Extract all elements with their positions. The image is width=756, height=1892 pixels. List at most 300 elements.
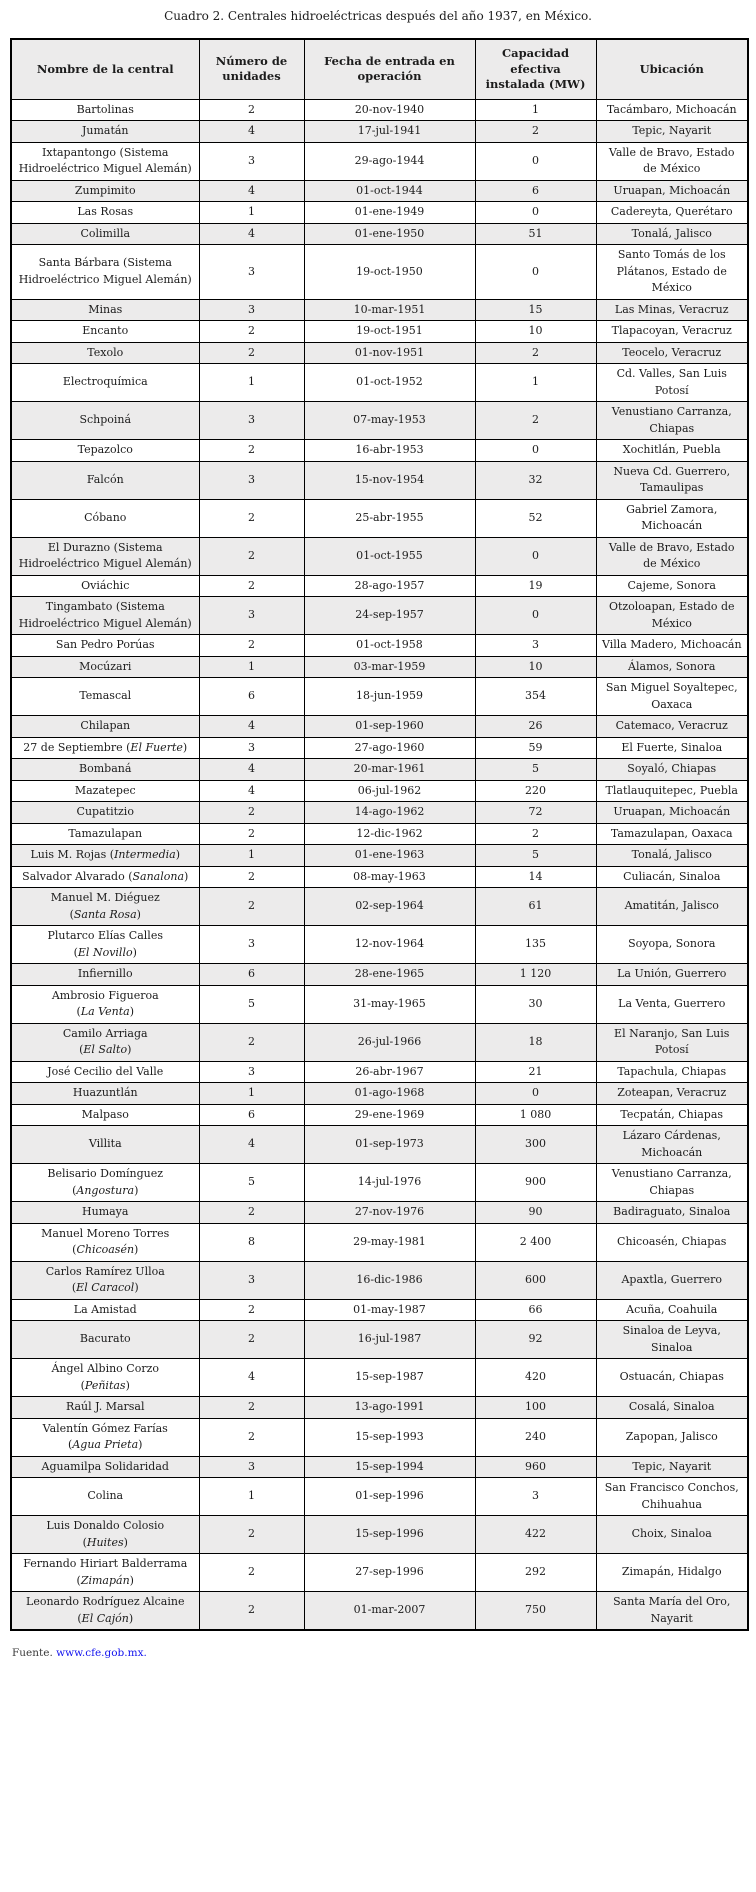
plant-name-cell: Minas: [11, 299, 199, 321]
table-row: [11, 1397, 748, 1419]
plant-alias: El Fuerte: [130, 740, 183, 754]
capacity-cell: 354: [475, 678, 596, 716]
capacity-cell: 750: [475, 1592, 596, 1631]
location-cell: Acuña, Coahuila: [596, 1299, 748, 1321]
table-row: [11, 1223, 748, 1261]
location-cell: Zoteapan, Veracruz: [596, 1083, 748, 1105]
plant-name-cell: Oviáchic: [11, 575, 199, 597]
plant-name-cell: El Durazno (Sistema Hidroeléctrico Miguel Alemán): [11, 537, 199, 575]
location-cell: Tepic, Nayarit: [596, 121, 748, 143]
location-cell: Gabriel Zamora, Michoacán: [596, 499, 748, 537]
plant-name-cell: Aguamilpa Solidaridad: [11, 1456, 199, 1478]
date-cell: 31-may-1965: [304, 985, 475, 1023]
table-row: [11, 888, 748, 926]
plant-name-cell: Mazatepec: [11, 780, 199, 802]
capacity-cell: 2: [475, 402, 596, 440]
table-row: [11, 1478, 748, 1516]
capacity-cell: 1: [475, 364, 596, 402]
source-label: Fuente.: [12, 1647, 53, 1660]
capacity-cell: 10: [475, 656, 596, 678]
capacity-cell: 66: [475, 1299, 596, 1321]
table-row: [11, 99, 748, 121]
date-cell: 29-may-1981: [304, 1223, 475, 1261]
location-cell: La Unión, Guerrero: [596, 964, 748, 986]
date-cell: 26-abr-1967: [304, 1061, 475, 1083]
table-header: [11, 39, 748, 99]
date-cell: 01-may-1987: [304, 1299, 475, 1321]
location-cell: Tonalá, Jalisco: [596, 223, 748, 245]
date-cell: 20-nov-1940: [304, 99, 475, 121]
table-row: [11, 342, 748, 364]
location-cell: Cajeme, Sonora: [596, 575, 748, 597]
table-body: [11, 99, 748, 1630]
table-row: [11, 635, 748, 657]
table-row: [11, 597, 748, 635]
capacity-cell: 26: [475, 716, 596, 738]
table-row: [11, 1164, 748, 1202]
plant-name-cell: Zumpimito: [11, 180, 199, 202]
location-cell: Otzoloapan, Estado de México: [596, 597, 748, 635]
units-cell: 4: [199, 1359, 304, 1397]
date-cell: 15-sep-1996: [304, 1516, 475, 1554]
units-cell: 4: [199, 121, 304, 143]
location-cell: Cosalá, Sinaloa: [596, 1397, 748, 1419]
capacity-cell: 30: [475, 985, 596, 1023]
capacity-cell: 100: [475, 1397, 596, 1419]
capacity-cell: 3: [475, 1478, 596, 1516]
table-row: [11, 656, 748, 678]
plant-name-cell: Schpoiná: [11, 402, 199, 440]
units-cell: 3: [199, 402, 304, 440]
location-cell: Nueva Cd. Guerrero, Tamaulipas: [596, 461, 748, 499]
capacity-cell: 1 080: [475, 1104, 596, 1126]
units-cell: 1: [199, 1083, 304, 1105]
table-row: [11, 142, 748, 180]
source-link[interactable]: www.cfe.gob.mx.: [56, 1647, 147, 1660]
location-cell: Tlapacoyan, Veracruz: [596, 321, 748, 343]
units-cell: 2: [199, 1397, 304, 1419]
table-row: [11, 223, 748, 245]
units-cell: 2: [199, 342, 304, 364]
table-row: [11, 1554, 748, 1592]
column-header-3: Capacidad efectiva instalada (MW): [475, 39, 596, 99]
location-cell: San Francisco Conchos, Chihuahua: [596, 1478, 748, 1516]
location-cell: Valle de Bravo, Estado de México: [596, 142, 748, 180]
hydro-plants-table: [10, 38, 749, 1631]
units-cell: 3: [199, 926, 304, 964]
table-row: [11, 121, 748, 143]
plant-name-cell: Chilapan: [11, 716, 199, 738]
plant-name-cell: Mocúzari: [11, 656, 199, 678]
capacity-cell: 0: [475, 202, 596, 224]
units-cell: 2: [199, 866, 304, 888]
location-cell: Apaxtla, Guerrero: [596, 1261, 748, 1299]
capacity-cell: 960: [475, 1456, 596, 1478]
capacity-cell: 292: [475, 1554, 596, 1592]
plant-name-cell: Raúl J. Marsal: [11, 1397, 199, 1419]
location-cell: La Venta, Guerrero: [596, 985, 748, 1023]
plant-name-cell: Encanto: [11, 321, 199, 343]
plant-alias: El Cajón: [81, 1611, 129, 1625]
table-row: [11, 499, 748, 537]
units-cell: 2: [199, 537, 304, 575]
table-row: [11, 364, 748, 402]
date-cell: 29-ago-1944: [304, 142, 475, 180]
date-cell: 01-ene-1949: [304, 202, 475, 224]
capacity-cell: 5: [475, 845, 596, 867]
plant-name-cell: Humaya: [11, 1202, 199, 1224]
location-cell: Choix, Sinaloa: [596, 1516, 748, 1554]
capacity-cell: 900: [475, 1164, 596, 1202]
plant-name-cell: Valentín Gómez Farías (Agua Prieta): [11, 1418, 199, 1456]
location-cell: Álamos, Sonora: [596, 656, 748, 678]
date-cell: 28-ago-1957: [304, 575, 475, 597]
plant-name-cell: Infiernillo: [11, 964, 199, 986]
capacity-cell: 61: [475, 888, 596, 926]
location-cell: Cadereyta, Querétaro: [596, 202, 748, 224]
plant-alias: Agua Prieta: [72, 1438, 139, 1452]
capacity-cell: 0: [475, 245, 596, 300]
plant-alias: Santa Rosa: [73, 907, 137, 921]
location-cell: Uruapan, Michoacán: [596, 802, 748, 824]
location-cell: Badiraguato, Sinaloa: [596, 1202, 748, 1224]
units-cell: 1: [199, 364, 304, 402]
date-cell: 15-sep-1994: [304, 1456, 475, 1478]
plant-alias: Angostura: [76, 1183, 135, 1197]
capacity-cell: 0: [475, 537, 596, 575]
units-cell: 2: [199, 802, 304, 824]
date-cell: 12-dic-1962: [304, 823, 475, 845]
plant-alias: Huites: [86, 1535, 124, 1549]
plant-name-cell: Bartolinas: [11, 99, 199, 121]
units-cell: 3: [199, 245, 304, 300]
units-cell: 3: [199, 737, 304, 759]
plant-name-cell: Ambrosio Figueroa (La Venta): [11, 985, 199, 1023]
capacity-cell: 422: [475, 1516, 596, 1554]
table-row: [11, 716, 748, 738]
units-cell: 3: [199, 1456, 304, 1478]
units-cell: 1: [199, 656, 304, 678]
plant-name-cell: Luis Donaldo Colosio (Huites): [11, 1516, 199, 1554]
units-cell: 2: [199, 1202, 304, 1224]
units-cell: 2: [199, 1023, 304, 1061]
capacity-cell: 1: [475, 99, 596, 121]
capacity-cell: 6: [475, 180, 596, 202]
date-cell: 27-sep-1996: [304, 1554, 475, 1592]
plant-name-cell: Belisario Domínguez (Angostura): [11, 1164, 199, 1202]
table-row: [11, 1126, 748, 1164]
location-cell: Teocelo, Veracruz: [596, 342, 748, 364]
units-cell: 2: [199, 499, 304, 537]
location-cell: San Miguel Soyaltepec, Oaxaca: [596, 678, 748, 716]
date-cell: 27-nov-1976: [304, 1202, 475, 1224]
units-cell: 2: [199, 1516, 304, 1554]
date-cell: 01-ene-1950: [304, 223, 475, 245]
date-cell: 16-abr-1953: [304, 440, 475, 462]
table-row: [11, 537, 748, 575]
units-cell: 5: [199, 1164, 304, 1202]
date-cell: 02-sep-1964: [304, 888, 475, 926]
capacity-cell: 300: [475, 1126, 596, 1164]
plant-name-cell: Ángel Albino Corzo (Peñitas): [11, 1359, 199, 1397]
plant-alias: El Novillo: [77, 945, 133, 959]
date-cell: 03-mar-1959: [304, 656, 475, 678]
table-row: [11, 737, 748, 759]
plant-name-cell: Cóbano: [11, 499, 199, 537]
capacity-cell: 18: [475, 1023, 596, 1061]
date-cell: 01-sep-1960: [304, 716, 475, 738]
capacity-cell: 0: [475, 1083, 596, 1105]
units-cell: 8: [199, 1223, 304, 1261]
capacity-cell: 5: [475, 759, 596, 781]
units-cell: 5: [199, 985, 304, 1023]
location-cell: Soyopa, Sonora: [596, 926, 748, 964]
location-cell: Las Minas, Veracruz: [596, 299, 748, 321]
date-cell: 10-mar-1951: [304, 299, 475, 321]
units-cell: 4: [199, 716, 304, 738]
location-cell: Tapachula, Chiapas: [596, 1061, 748, 1083]
location-cell: Zapopan, Jalisco: [596, 1418, 748, 1456]
date-cell: 19-oct-1951: [304, 321, 475, 343]
plant-name-cell: Fernando Hiriart Balderrama (Zimapán): [11, 1554, 199, 1592]
units-cell: 2: [199, 1554, 304, 1592]
plant-name-cell: 27 de Septiembre (El Fuerte): [11, 737, 199, 759]
date-cell: 13-ago-1991: [304, 1397, 475, 1419]
plant-alias: Peñitas: [84, 1378, 126, 1392]
plant-alias: Zimapán: [80, 1573, 130, 1587]
table-row: [11, 866, 748, 888]
units-cell: 2: [199, 1592, 304, 1631]
plant-name-cell: Tamazulapan: [11, 823, 199, 845]
plant-name-cell: San Pedro Porúas: [11, 635, 199, 657]
plant-name-cell: La Amistad: [11, 1299, 199, 1321]
capacity-cell: 92: [475, 1321, 596, 1359]
date-cell: 14-jul-1976: [304, 1164, 475, 1202]
table-row: [11, 926, 748, 964]
capacity-cell: 420: [475, 1359, 596, 1397]
capacity-cell: 240: [475, 1418, 596, 1456]
capacity-cell: 0: [475, 597, 596, 635]
date-cell: 01-oct-1958: [304, 635, 475, 657]
date-cell: 01-mar-2007: [304, 1592, 475, 1631]
plant-name-cell: Villita: [11, 1126, 199, 1164]
units-cell: 4: [199, 780, 304, 802]
table-row: [11, 1202, 748, 1224]
plant-name-cell: Camilo Arriaga (El Salto): [11, 1023, 199, 1061]
plant-name-cell: Electroquímica: [11, 364, 199, 402]
units-cell: 2: [199, 1418, 304, 1456]
table-caption: Cuadro 2. Centrales hidroeléctricas después del año 1937, en México.: [164, 9, 592, 23]
date-cell: 01-ene-1963: [304, 845, 475, 867]
capacity-cell: 14: [475, 866, 596, 888]
plant-name-cell: Temascal: [11, 678, 199, 716]
date-cell: 14-ago-1962: [304, 802, 475, 824]
capacity-cell: 2 400: [475, 1223, 596, 1261]
units-cell: 6: [199, 964, 304, 986]
date-cell: 01-ago-1968: [304, 1083, 475, 1105]
date-cell: 01-sep-1996: [304, 1478, 475, 1516]
capacity-cell: 2: [475, 121, 596, 143]
plant-name-cell: Leonardo Rodríguez Alcaine (El Cajón): [11, 1592, 199, 1631]
date-cell: 19-oct-1950: [304, 245, 475, 300]
table-row: [11, 1592, 748, 1631]
location-cell: Soyaló, Chiapas: [596, 759, 748, 781]
plant-name-cell: Plutarco Elías Calles (El Novillo): [11, 926, 199, 964]
date-cell: 01-oct-1955: [304, 537, 475, 575]
location-cell: Chicoasén, Chiapas: [596, 1223, 748, 1261]
plant-name-cell: José Cecilio del Valle: [11, 1061, 199, 1083]
units-cell: 1: [199, 1478, 304, 1516]
date-cell: 18-jun-1959: [304, 678, 475, 716]
location-cell: Culiacán, Sinaloa: [596, 866, 748, 888]
date-cell: 27-ago-1960: [304, 737, 475, 759]
units-cell: 2: [199, 321, 304, 343]
capacity-cell: 72: [475, 802, 596, 824]
units-cell: 3: [199, 299, 304, 321]
table-row: [11, 1261, 748, 1299]
capacity-cell: 220: [475, 780, 596, 802]
plant-name-cell: Las Rosas: [11, 202, 199, 224]
location-cell: Zimapán, Hidalgo: [596, 1554, 748, 1592]
table-row: [11, 985, 748, 1023]
plant-alias: El Salto: [83, 1043, 128, 1057]
plant-name-cell: Colimilla: [11, 223, 199, 245]
plant-name-cell: Bacurato: [11, 1321, 199, 1359]
table-row: [11, 678, 748, 716]
date-cell: 01-sep-1973: [304, 1126, 475, 1164]
location-cell: Tamazulapan, Oaxaca: [596, 823, 748, 845]
header-row: [11, 39, 748, 99]
capacity-cell: 3: [475, 635, 596, 657]
plant-name-cell: Manuel M. Diéguez (Santa Rosa): [11, 888, 199, 926]
table-row: [11, 1023, 748, 1061]
date-cell: 15-nov-1954: [304, 461, 475, 499]
plant-name-cell: Bombaná: [11, 759, 199, 781]
capacity-cell: 15: [475, 299, 596, 321]
column-header-1: Número de unidades: [199, 39, 304, 99]
location-cell: Valle de Bravo, Estado de México: [596, 537, 748, 575]
location-cell: Lázaro Cárdenas, Michoacán: [596, 1126, 748, 1164]
capacity-cell: 2: [475, 342, 596, 364]
table-row: [11, 1104, 748, 1126]
location-cell: Tacámbaro, Michoacán: [596, 99, 748, 121]
location-cell: Venustiano Carranza, Chiapas: [596, 1164, 748, 1202]
date-cell: 29-ene-1969: [304, 1104, 475, 1126]
location-cell: Xochitlán, Puebla: [596, 440, 748, 462]
table-row: [11, 1299, 748, 1321]
table-row: [11, 202, 748, 224]
location-cell: Tlatlauquitepec, Puebla: [596, 780, 748, 802]
table-row: [11, 1516, 748, 1554]
table-row: [11, 1456, 748, 1478]
location-cell: Cd. Valles, San Luis Potosí: [596, 364, 748, 402]
capacity-cell: 52: [475, 499, 596, 537]
date-cell: 12-nov-1964: [304, 926, 475, 964]
table-row: [11, 823, 748, 845]
plant-alias: Sanalona: [132, 869, 185, 883]
capacity-cell: 600: [475, 1261, 596, 1299]
capacity-cell: 21: [475, 1061, 596, 1083]
units-cell: 3: [199, 1061, 304, 1083]
units-cell: 2: [199, 635, 304, 657]
table-row: [11, 1359, 748, 1397]
units-cell: 6: [199, 1104, 304, 1126]
date-cell: 15-sep-1993: [304, 1418, 475, 1456]
units-cell: 2: [199, 1299, 304, 1321]
units-cell: 4: [199, 759, 304, 781]
table-row: [11, 575, 748, 597]
table-row: [11, 402, 748, 440]
date-cell: 16-dic-1986: [304, 1261, 475, 1299]
capacity-cell: 90: [475, 1202, 596, 1224]
capacity-cell: 0: [475, 142, 596, 180]
capacity-cell: 32: [475, 461, 596, 499]
table-row: [11, 759, 748, 781]
location-cell: Catemaco, Veracruz: [596, 716, 748, 738]
plant-alias: Intermedia: [114, 848, 176, 862]
column-header-4: Ubicación: [596, 39, 748, 99]
table-row: [11, 245, 748, 300]
units-cell: 3: [199, 597, 304, 635]
plant-name-cell: Tingambato (Sistema Hidroeléctrico Miguel Alemán): [11, 597, 199, 635]
source-note: [12, 1647, 756, 1659]
location-cell: Tepic, Nayarit: [596, 1456, 748, 1478]
column-header-2: Fecha de entrada en operación: [304, 39, 475, 99]
date-cell: 26-jul-1966: [304, 1023, 475, 1061]
table-row: [11, 1061, 748, 1083]
date-cell: 01-nov-1951: [304, 342, 475, 364]
location-cell: Uruapan, Michoacán: [596, 180, 748, 202]
capacity-cell: 0: [475, 440, 596, 462]
location-cell: Santo Tomás de los Plátanos, Estado de México: [596, 245, 748, 300]
plant-name-cell: Colina: [11, 1478, 199, 1516]
date-cell: 07-may-1953: [304, 402, 475, 440]
units-cell: 3: [199, 1261, 304, 1299]
table-row: [11, 299, 748, 321]
location-cell: Amatitán, Jalisco: [596, 888, 748, 926]
table-row: [11, 1418, 748, 1456]
date-cell: 15-sep-1987: [304, 1359, 475, 1397]
units-cell: 2: [199, 888, 304, 926]
table-row: [11, 180, 748, 202]
location-cell: Villa Madero, Michoacán: [596, 635, 748, 657]
location-cell: Ostuacán, Chiapas: [596, 1359, 748, 1397]
plant-name-cell: Manuel Moreno Torres (Chicoasén): [11, 1223, 199, 1261]
plant-name-cell: Jumatán: [11, 121, 199, 143]
table-row: [11, 461, 748, 499]
plant-name-cell: Malpaso: [11, 1104, 199, 1126]
plant-name-cell: Luis M. Rojas (Intermedia): [11, 845, 199, 867]
units-cell: 4: [199, 1126, 304, 1164]
location-cell: Santa María del Oro, Nayarit: [596, 1592, 748, 1631]
units-cell: 4: [199, 223, 304, 245]
capacity-cell: 2: [475, 823, 596, 845]
units-cell: 3: [199, 142, 304, 180]
location-cell: Venustiano Carranza, Chiapas: [596, 402, 748, 440]
units-cell: 3: [199, 461, 304, 499]
plant-name-cell: Huazuntlán: [11, 1083, 199, 1105]
date-cell: 28-ene-1965: [304, 964, 475, 986]
plant-name-cell: Ixtapantongo (Sistema Hidroeléctrico Miguel Alemán): [11, 142, 199, 180]
units-cell: 1: [199, 845, 304, 867]
plant-name-cell: Cupatitzio: [11, 802, 199, 824]
plant-name-cell: Tepazolco: [11, 440, 199, 462]
table-row: [11, 440, 748, 462]
capacity-cell: 135: [475, 926, 596, 964]
location-cell: Sinaloa de Leyva, Sinaloa: [596, 1321, 748, 1359]
date-cell: 01-oct-1944: [304, 180, 475, 202]
column-header-0: Nombre de la central: [11, 39, 199, 99]
